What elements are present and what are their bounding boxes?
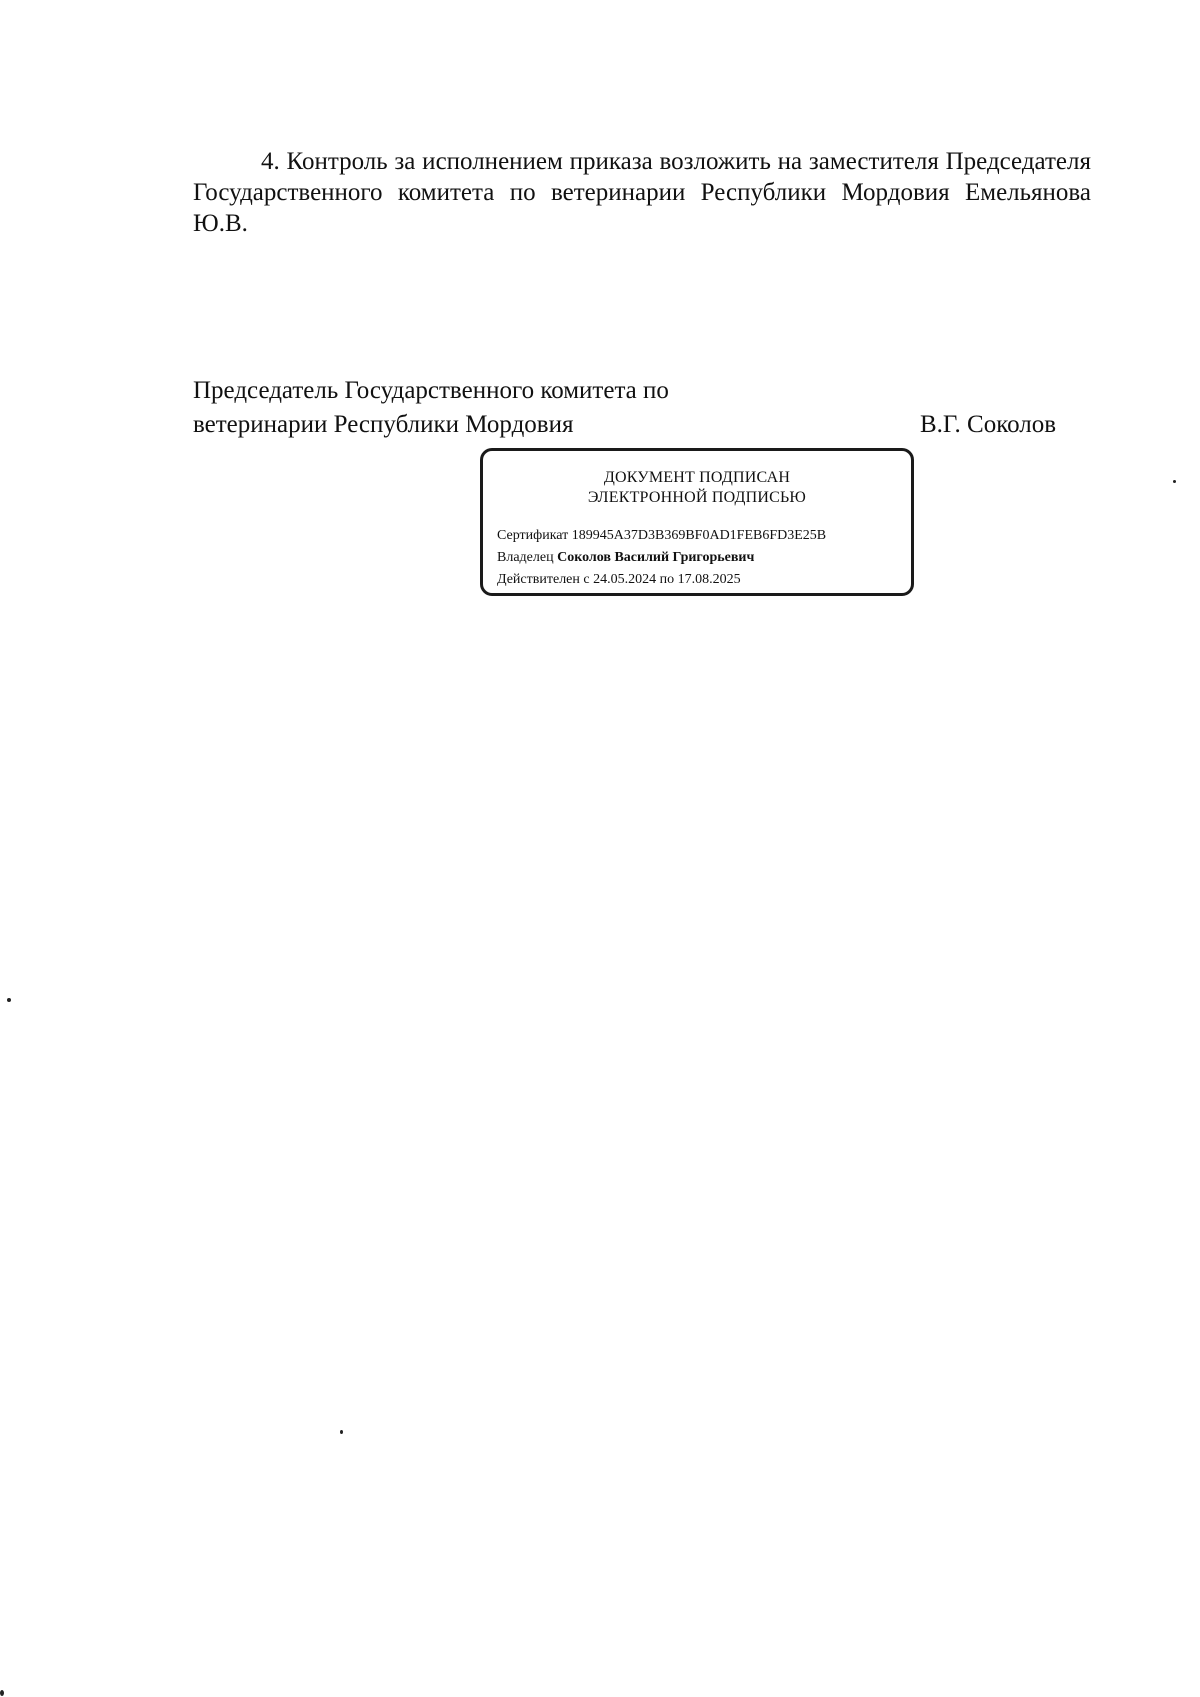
stamp-title-line-2: ЭЛЕКТРОННОЙ ПОДПИСЬЮ — [587, 489, 807, 506]
stamp-owner-label: Владелец — [497, 550, 554, 565]
stamp-certificate-value: 189945A37D3B369BF0AD1FEB6FD3E25B — [571, 528, 827, 543]
stamp-owner-line — [497, 547, 826, 569]
stamp-valid-to: 17.08.2025 — [677, 572, 741, 587]
stamp-valid-from-label: с — [583, 572, 590, 587]
scan-speck — [0, 1690, 4, 1696]
stamp-validity-line — [497, 569, 826, 591]
scan-speck — [7, 998, 11, 1002]
stamp-valid-to-label: по — [659, 572, 675, 587]
stamp-owner-value: Соколов Василий Григорьевич — [557, 550, 755, 565]
order-paragraph-4: 4. Контроль за исполнением приказа возложить на заместителя Председателя Государственного комитета по ветеринарии Республики Мордовия Емельянова Ю.В. — [193, 148, 1091, 237]
stamp-details — [497, 525, 826, 591]
signatory-title — [193, 374, 669, 442]
signatory-name: В.Г. Соколов — [920, 411, 1057, 438]
signatory-title-line-1: Председатель Государственного комитета по — [193, 377, 669, 404]
stamp-title-line-1: ДОКУМЕНТ ПОДПИСАН — [603, 469, 791, 486]
stamp-certificate-label: Сертификат — [497, 528, 569, 543]
stamp-valid-label: Действителен — [497, 572, 580, 587]
scan-speck — [340, 1430, 343, 1434]
signatory-title-line-2: ветеринарии Республики Мордовия — [193, 411, 574, 438]
stamp-valid-from: 24.05.2024 — [593, 572, 657, 587]
scan-speck — [1173, 480, 1176, 483]
stamp-title — [483, 468, 911, 508]
electronic-signature-stamp — [480, 448, 914, 596]
stamp-certificate-line — [497, 525, 826, 547]
